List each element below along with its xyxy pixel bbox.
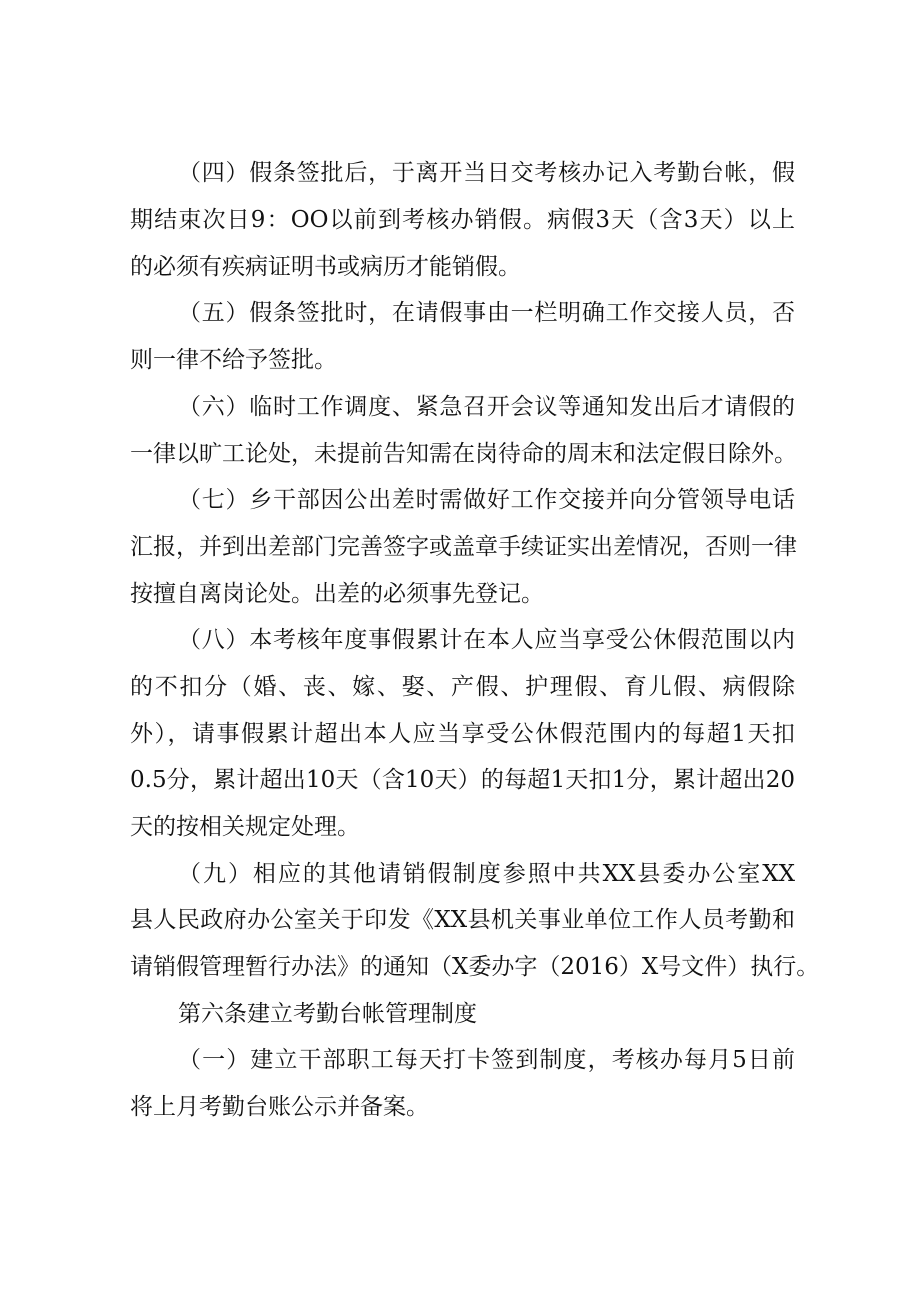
paragraph-4-line-1: （四）假条签批后，于离开当日交考核办记入考勤台帐，假 <box>178 160 795 186</box>
paragraph-5-line-2: 则一律不给予签批。 <box>130 347 337 373</box>
paragraph-8-line-4: 0.5分，累计超出10天（含10天）的每超1天扣1分，累计超出20 <box>130 767 795 793</box>
paragraph-9-line-1: （九）相应的其他请销假制度参照中共XX县委办公室XX <box>178 861 795 887</box>
paragraph-4-line-2: 期结束次日9：OO以前到考核办销假。病假3天（含3天）以上 <box>130 207 795 233</box>
article-6-item-1-line-1: （一）建立干部职工每天打卡签到制度，考核办每月5日前 <box>178 1047 795 1073</box>
paragraph-7-line-1: （七）乡干部因公出差时需做好工作交接并向分管领导电话 <box>178 487 795 513</box>
paragraph-8-line-2: 的不扣分（婚、丧、嫁、娶、产假、护理假、育儿假、病假除 <box>130 674 795 700</box>
paragraph-6-line-1: （六）临时工作调度、紧急召开会议等通知发出后才请假的 <box>178 394 795 420</box>
paragraph-4-line-3: 的必须有疾病证明书或病历才能销假。 <box>130 254 521 280</box>
paragraph-8-line-1: （八）本考核年度事假累计在本人应当享受公休假范围以内 <box>178 627 795 653</box>
paragraph-7-line-3: 按擅自离岗论处。出差的必须事先登记。 <box>130 581 544 607</box>
article-6-item-1-line-2: 将上月考勤台账公示并备案。 <box>130 1094 429 1120</box>
paragraph-8-line-3: 外），请事假累计超出本人应当享受公休假范围内的每超1天扣 <box>130 721 795 747</box>
article-6-heading: 第六条建立考勤台帐管理制度 <box>178 1001 477 1027</box>
paragraph-5-line-1: （五）假条签批时，在请假事由一栏明确工作交接人员，否 <box>178 300 795 326</box>
paragraph-9-line-2: 县人民政府办公室关于印发《XX县机关事业单位工作人员考勤和 <box>130 907 795 933</box>
paragraph-9-line-3: 请销假管理暂行办法》的通知（X委办字（2016）X号文件）执行。 <box>130 954 820 980</box>
paragraph-6-line-2: 一律以旷工论处，未提前告知需在岗待命的周末和法定假日除外。 <box>130 441 797 467</box>
paragraph-7-line-2: 汇报，并到出差部门完善签字或盖章手续证实出差情况，否则一律 <box>130 534 797 560</box>
paragraph-8-line-5: 天的按相关规定处理。 <box>130 814 360 840</box>
